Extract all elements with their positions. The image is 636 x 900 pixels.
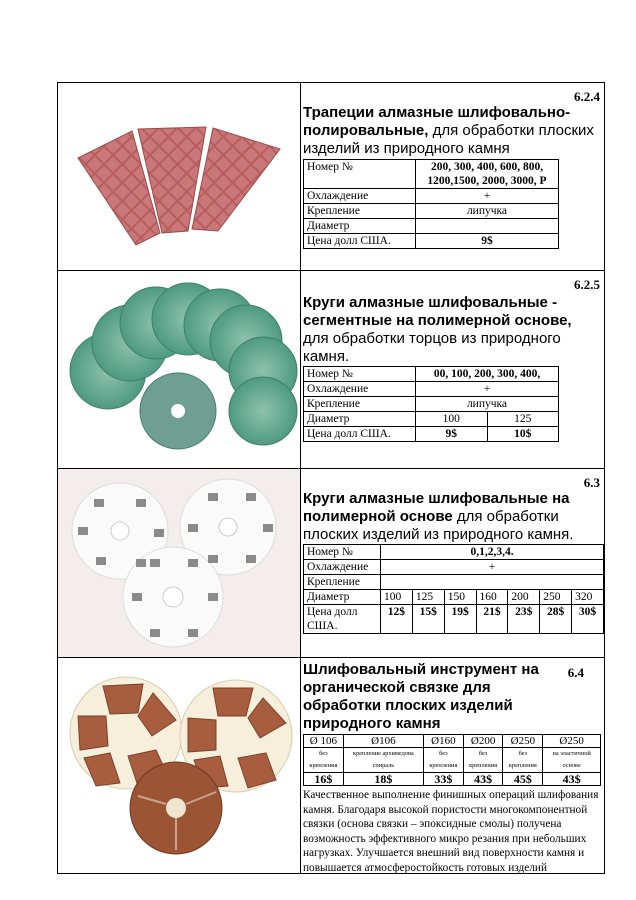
cooling-label: Охлаждение bbox=[304, 382, 416, 397]
catalog-page-frame bbox=[57, 82, 605, 874]
price-value: 15$ bbox=[412, 605, 444, 634]
mount-value: без крепления bbox=[503, 748, 543, 773]
price-value: 9$ bbox=[416, 234, 559, 249]
number-label: Номер № bbox=[304, 367, 416, 382]
section-title: Трапеции алмазные шлифовально-полировальные, для обработки плоских изделий из природного камня bbox=[303, 104, 594, 157]
mount-value: крепление архимедова спираль bbox=[343, 748, 423, 773]
price-label: Цена долл США. bbox=[304, 234, 416, 249]
price-value: 16$ bbox=[304, 773, 344, 786]
mount-value: липучка bbox=[416, 397, 559, 412]
diameter-value: Ø250 bbox=[543, 735, 601, 748]
mount-value: без крепления bbox=[463, 748, 503, 773]
number-value: 0,1,2,3,4. bbox=[381, 545, 604, 560]
product-row-6-3 bbox=[58, 469, 604, 658]
section-title: Круги алмазные шлифовальные на полимерной основе для обработки плоских изделий из природного камня. bbox=[303, 490, 574, 543]
product-row-6-4 bbox=[58, 658, 604, 873]
price-value: 43$ bbox=[463, 773, 503, 786]
mount-value: на эластичной основе bbox=[543, 748, 601, 773]
price-label: Цена долл США. bbox=[304, 605, 381, 634]
section-title: Круги алмазные шлифовальные - сегментные на полимерной основе, для обработки торцов из природного камня. bbox=[303, 294, 572, 365]
number-label: Номер № bbox=[304, 160, 416, 189]
mount-label: Крепление bbox=[304, 204, 416, 219]
diameter-value: Ø200 bbox=[463, 735, 503, 748]
section-title: Шлифовальный инструмент на органической связке для обработки плоских изделий природного камня bbox=[303, 661, 539, 732]
cooling-value: + bbox=[381, 560, 604, 575]
product-row-6-2-5 bbox=[58, 271, 604, 469]
price-value: 18$ bbox=[343, 773, 423, 786]
organic-bond-pads-image bbox=[58, 658, 300, 873]
diameter-value: 125 bbox=[412, 590, 444, 605]
product-row-6-2-4 bbox=[58, 83, 604, 271]
diameter-value: 125 bbox=[487, 412, 559, 427]
mount-value: липучка bbox=[416, 204, 559, 219]
diameter-value: 250 bbox=[540, 590, 572, 605]
diameter-value: 100 bbox=[416, 412, 488, 427]
diameter-value: Ø160 bbox=[423, 735, 463, 748]
price-value: 30$ bbox=[572, 605, 604, 634]
number-value: 00, 100, 200, 300, 400, bbox=[416, 367, 559, 382]
price-value: 19$ bbox=[444, 605, 476, 634]
price-label: Цена долл США. bbox=[304, 427, 416, 442]
diameter-label: Диаметр bbox=[304, 412, 416, 427]
polymer-discs-image bbox=[58, 469, 300, 657]
section-number: 6.3 bbox=[583, 475, 600, 490]
trapezoid-pads-image bbox=[58, 83, 300, 270]
section-number: 6.2.5 bbox=[574, 277, 600, 292]
diameter-value: 100 bbox=[381, 590, 413, 605]
mount-value bbox=[381, 575, 604, 590]
price-value: 12$ bbox=[381, 605, 413, 634]
diameter-value: 160 bbox=[476, 590, 508, 605]
number-value: 200, 300, 400, 600, 800, 1200,1500, 2000, 3000, P bbox=[416, 160, 559, 189]
cooling-label: Охлаждение bbox=[304, 189, 416, 204]
diameter-value: 200 bbox=[508, 590, 540, 605]
price-value: 45$ bbox=[503, 773, 543, 786]
diameter-label: Диаметр bbox=[304, 219, 416, 234]
diameter-value: Ø 106 bbox=[304, 735, 344, 748]
product-description: Качественное выполнение финишных операций шлифования камня. Благодаря высокой пористости многокомпонентной связки (основа связки – эпоксидные смолы) получена возможность эффективного микро резания при небольших нагрузках. Улучшается внешний вид поверхности камня и повышается атмосферостойкость готовых изделий bbox=[303, 789, 599, 874]
segmented-discs-image bbox=[58, 271, 300, 468]
mount-label: Крепление bbox=[304, 397, 416, 412]
mount-label: Крепление bbox=[304, 575, 381, 590]
section-number: 6.2.4 bbox=[574, 89, 600, 104]
cooling-value: + bbox=[416, 382, 559, 397]
diameter-value: Ø250 bbox=[503, 735, 543, 748]
diameter-value bbox=[416, 219, 559, 234]
price-value: 33$ bbox=[423, 773, 463, 786]
section-number: 6.4 bbox=[567, 665, 584, 680]
spec-table bbox=[303, 734, 601, 786]
spec-table bbox=[303, 159, 559, 249]
mount-value: без крепления bbox=[304, 748, 344, 773]
mount-value: без крепления bbox=[423, 748, 463, 773]
price-value: 21$ bbox=[476, 605, 508, 634]
price-value: 10$ bbox=[487, 427, 559, 442]
spec-table bbox=[303, 366, 559, 442]
diameter-value: 320 bbox=[572, 590, 604, 605]
price-value: 43$ bbox=[543, 773, 601, 786]
spec-table bbox=[303, 544, 604, 634]
price-value: 9$ bbox=[416, 427, 488, 442]
diameter-value: Ø106 bbox=[343, 735, 423, 748]
cooling-label: Охлаждение bbox=[304, 560, 381, 575]
cooling-value: + bbox=[416, 189, 559, 204]
diameter-value: 150 bbox=[444, 590, 476, 605]
diameter-label: Диаметр bbox=[304, 590, 381, 605]
price-value: 28$ bbox=[540, 605, 572, 634]
number-label: Номер № bbox=[304, 545, 381, 560]
price-value: 23$ bbox=[508, 605, 540, 634]
